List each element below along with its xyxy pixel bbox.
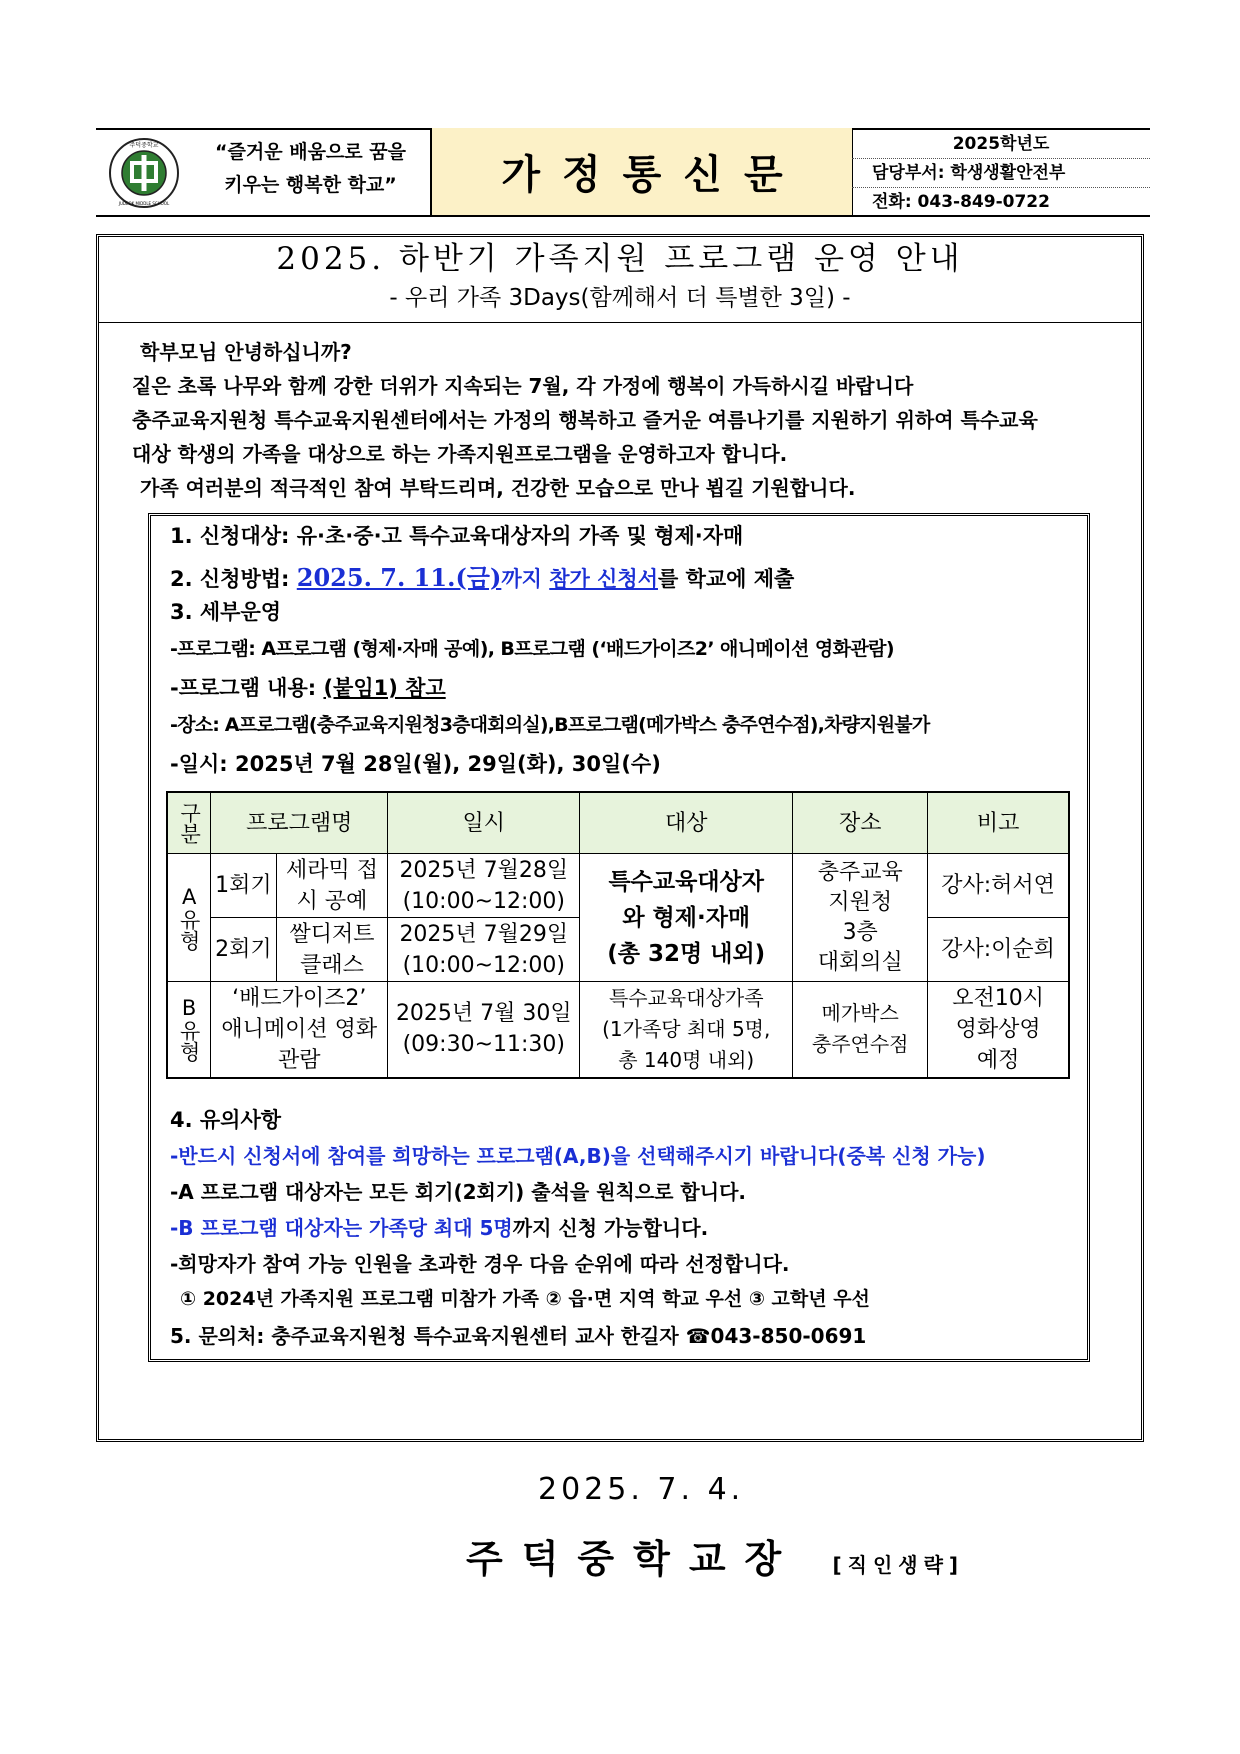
program-content-label: -프로그램 내용: (170, 676, 324, 700)
type-b-cell: B유형 (167, 982, 211, 1078)
name-text: 애니메이션 영화 (221, 1016, 378, 1042)
datetime-cell (388, 982, 580, 1078)
note-text: 예정 (976, 1047, 1020, 1073)
school-motto (198, 136, 423, 202)
target-text: (1가족당 최대 5명, (602, 1016, 771, 1041)
place-line: -장소: A프로그램(충주교육지원청3층대회의실),B프로그램(메가박스 충주연수점),차량지원불가 (170, 714, 930, 736)
col-header-datetime: 일시 (388, 792, 580, 854)
time-text: (10:00~12:00) (402, 888, 565, 914)
caution-priority: ① 2024년 가족지원 프로그램 미참가 가족 ② 읍·면 지역 학교 우선 ③ 고학년 우선 (180, 1288, 870, 1310)
time-text: (10:00~12:00) (402, 952, 565, 978)
intro-line: 충주교육지원청 특수교육지원센터에서는 가정의 행복하고 즐거운 여름나기를 지원하기 위하여 특수교육 (132, 408, 1038, 432)
place-text: 충주교육 (817, 859, 903, 885)
col-header-name: 프로그램명 (211, 792, 388, 854)
header-info (852, 130, 1150, 216)
note-text: 오전10시 (952, 985, 1044, 1011)
target-text: 총 140명 내외) (618, 1047, 755, 1072)
school-emblem-icon (108, 137, 180, 209)
col-header-target: 대상 (580, 792, 793, 854)
datetime-cell (388, 918, 580, 982)
program-name-cell: 세라믹 접시 공예 (276, 854, 388, 918)
note-cell: 강사:허서연 (928, 854, 1069, 918)
table-header-row (167, 792, 1069, 854)
note-cell (928, 982, 1069, 1078)
target-a-cell (580, 854, 793, 982)
place-a-cell (793, 854, 928, 982)
cautions-title: 4. 유의사항 (170, 1108, 282, 1132)
caution-3 (170, 1212, 708, 1241)
notice-subtitle: - 우리 가족 3Days(함께해서 더 특별한 3일) - (389, 285, 851, 311)
table-row (167, 982, 1069, 1078)
emblem-top-text: 주덕중학교 (129, 142, 159, 149)
seal-omitted-note: [직인생략] (832, 1553, 965, 1577)
program-table (166, 791, 1070, 1079)
caution-4: -희망자가 참여 가능 인원을 초과한 경우 다음 순위에 따라 선정합니다. (170, 1252, 790, 1276)
col-header-place: 장소 (793, 792, 928, 854)
session-cell: 1회기 (211, 854, 276, 918)
item-target: 1. 신청대상: 유·초·중·고 특수교육대상자의 가족 및 형제·자매 (170, 524, 744, 548)
contact-info: 5. 문의처: 충주교육지원청 특수교육지원센터 교사 한길자 ☎043-850-0691 (170, 1324, 867, 1348)
note-text: 영화상영 (955, 1016, 1041, 1042)
name-text: 관람 (278, 1047, 321, 1073)
date-text: 2025년 7월29일 (399, 921, 569, 947)
motto-line-1: “즐거운 배움으로 꿈을 (215, 141, 406, 163)
note-cell: 강사:이순희 (928, 918, 1069, 982)
target-text: 특수교육대상자 (608, 868, 764, 895)
schedule-line: -일시: 2025년 7월 28일(월), 29일(화), 30일(수) (170, 752, 661, 776)
place-b-cell (793, 982, 928, 1078)
application-form: 참가 신청서 (549, 567, 658, 591)
program-line: -프로그램: A프로그램 (형제·자매 공예), B프로그램 (‘배드가이즈2’ 애니메이션 영화관람) (170, 638, 894, 660)
program-content-ref: (붙임1) 참고 (323, 676, 446, 700)
intro-line: 짙은 초록 나무와 함께 강한 더위가 지속되는 7월, 각 가정에 행복이 가득하시길 바랍니다 (132, 374, 914, 398)
notice-heading (99, 237, 1141, 323)
place-text: 메가박스 (821, 1001, 899, 1026)
intro-line: 가족 여러분의 적극적인 참여 부탁드리며, 건강한 모습으로 만나 뵙길 기원합니다. (140, 476, 856, 500)
place-text: 대회의실 (817, 949, 903, 975)
target-text: (총 32명 내외) (607, 940, 766, 967)
department: 담당부서: 학생생활안전부 (852, 159, 1150, 188)
deadline-date: 2025. 7. 11.(금) (296, 563, 502, 592)
session-cell: 2회기 (211, 918, 276, 982)
caution-3-highlight: -B 프로그램 대상자는 가족당 최대 5명 (170, 1216, 513, 1240)
col-header-gubun: 구분 (167, 792, 211, 854)
target-b-cell (580, 982, 793, 1078)
target-text: 특수교육대상가족 (608, 985, 764, 1010)
caution-3-rest: 까지 신청 가능합니다. (512, 1216, 709, 1240)
target-text: 와 형제·자매 (622, 904, 751, 931)
program-name-cell: 쌀디저트 클래스 (276, 918, 388, 982)
place-text: 지원청 (828, 889, 893, 915)
deadline-until: 까지 (501, 567, 550, 591)
place-text: 충주연수점 (811, 1032, 909, 1057)
program-content-line (170, 672, 446, 702)
intro-paragraph (132, 335, 1112, 505)
motto-line-2: 키우는 행복한 학교” (224, 174, 397, 196)
contact-phone: 전화: 043-849-0722 (872, 192, 1050, 212)
doc-type-title: 가정통신문 (501, 152, 805, 198)
caution-2: -A 프로그램 대상자는 모든 회기(2회기) 출석을 원칙으로 합니다. (170, 1180, 746, 1204)
table-row (167, 854, 1069, 918)
emblem-bottom-text: JUDEOK MIDDLE SCHOOL (118, 201, 170, 206)
doc-type-title-box (430, 128, 853, 215)
date-text: 2025년 7월 30일 (395, 1001, 572, 1027)
caution-1: -반드시 신청서에 참여를 희망하는 프로그램(A,B)을 선택해주시기 바랍니다(중복 신청 가능) (170, 1144, 986, 1168)
intro-line: 대상 학생의 가족을 대상으로 하는 가족지원프로그램을 운영하고자 합니다. (132, 442, 788, 466)
name-text: ‘배드가이즈2’ (232, 985, 367, 1011)
item-method (170, 558, 794, 593)
notice-title: 2025. 하반기 가족지원 프로그램 운영 안내 (276, 241, 964, 277)
school-year: 2025학년도 (852, 130, 1150, 159)
issue-date: 2025. 7. 4. (538, 1472, 745, 1507)
place-text: 3층 (842, 919, 878, 945)
time-text: (09:30~11:30) (402, 1032, 565, 1058)
date-text: 2025년 7월28일 (399, 857, 569, 883)
type-a-cell: A유형 (167, 854, 211, 982)
principal-title: 주덕중학교장 (466, 1537, 801, 1581)
col-header-note: 비고 (928, 792, 1069, 854)
item-operation: 3. 세부운영 (170, 600, 282, 624)
program-name-cell (211, 982, 388, 1078)
principal-signature (466, 1528, 964, 1583)
intro-line: 학부모님 안녕하십니까? (140, 340, 352, 364)
datetime-cell (388, 854, 580, 918)
method-label: 2. 신청방법: (170, 567, 297, 591)
method-suffix: 를 학교에 제출 (657, 567, 795, 591)
